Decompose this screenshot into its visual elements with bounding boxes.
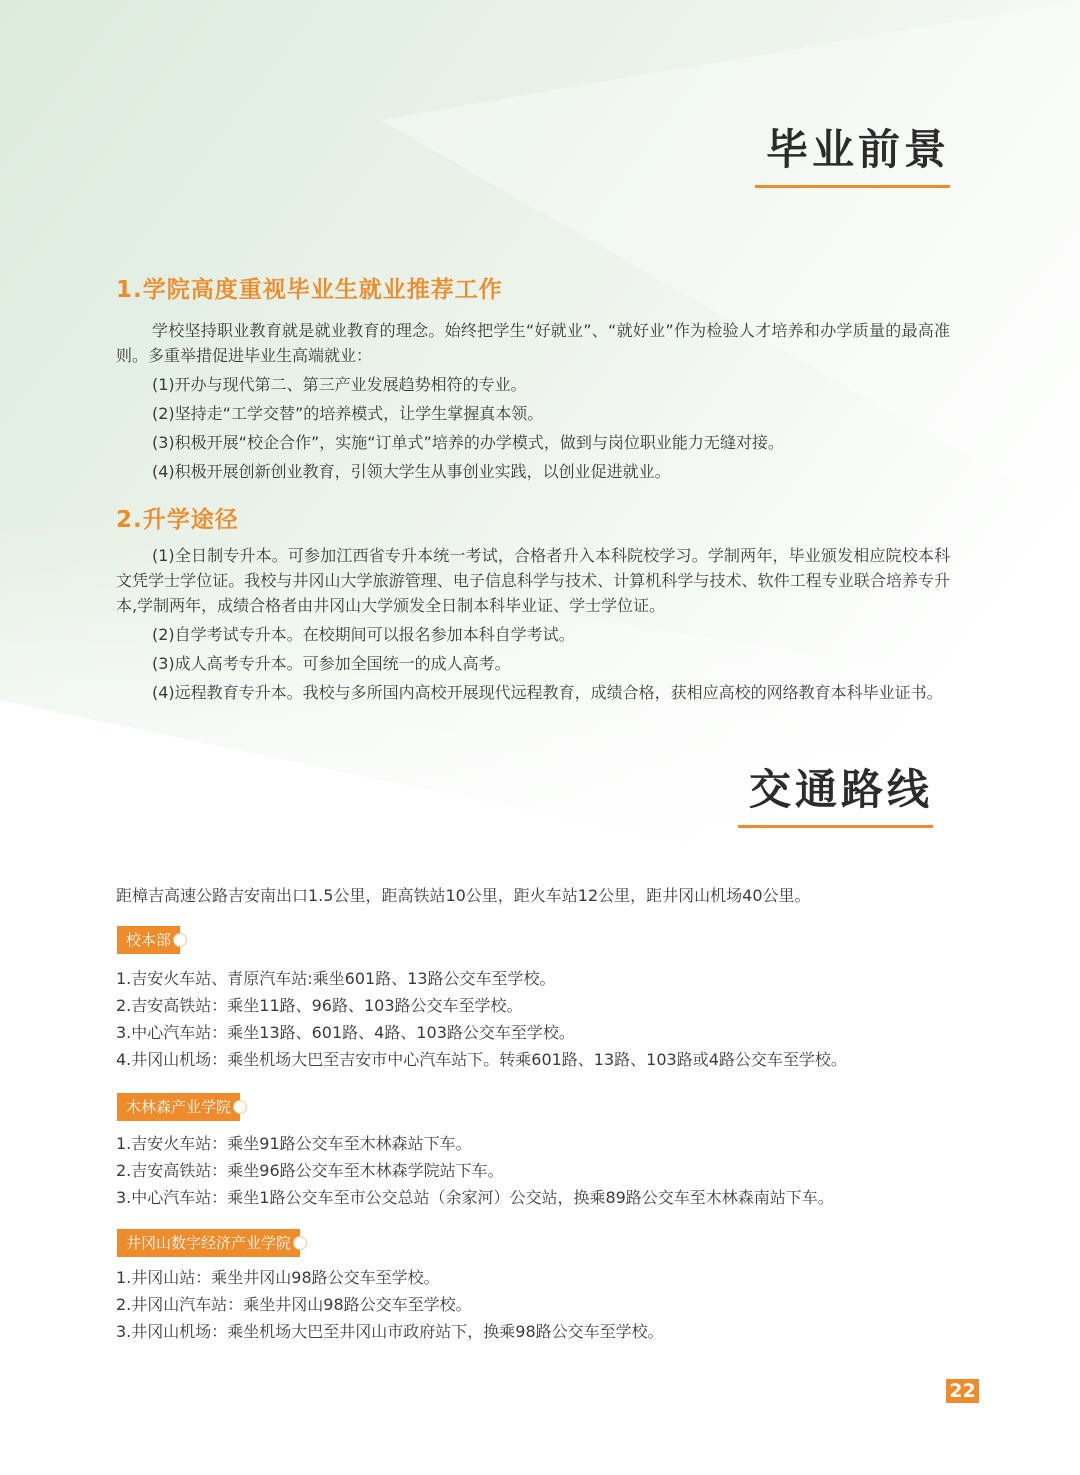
study-path: (3)成人高考专升本。可参加全国统一的成人高考。	[152, 654, 511, 673]
tag-dot-icon	[173, 933, 187, 947]
campus-routes-main	[116, 965, 847, 1073]
route-item: 1.吉安火车站：乘坐91路公交车至木林森站下车。	[116, 1134, 472, 1153]
campus-tag-main	[117, 926, 180, 954]
campus-name: 校本部	[126, 931, 172, 949]
route-item: 3.中心汽车站：乘坐1路公交车至市公交总站（余家河）公交站，换乘89路公交车至木林森南站下车。	[116, 1188, 834, 1207]
employment-item: (1)开办与现代第二、第三产业发展趋势相符的专业。	[152, 375, 527, 394]
study-path: (4)远程教育专升本。我校与多所国内高校开展现代远程教育，成绩合格，获相应高校的网络教育本科毕业证书。	[152, 683, 943, 702]
employment-item: (2)坚持走“工学交替”的培养模式，让学生掌握真本领。	[152, 404, 544, 423]
route-item: 2.吉安高铁站：乘坐11路、96路、103路公交车至学校。	[116, 996, 523, 1015]
campus-routes-mulinsen	[116, 1130, 834, 1211]
employment-item: (4)积极开展创新创业教育，引领大学生从事创业实践，以创业促进就业。	[152, 462, 671, 481]
study-path: (2)自学考试专升本。在校期间可以报名参加本科自学考试。	[152, 625, 575, 644]
route-item: 1.吉安火车站、青原汽车站:乘坐601路、13路公交车至学校。	[116, 969, 556, 988]
employment-heading: 1.学院高度重视毕业生就业推荐工作	[116, 277, 503, 303]
campus-name: 木林森产业学院	[126, 1098, 232, 1116]
graduation-title: 毕业前景	[765, 125, 950, 174]
tag-dot-icon	[293, 1236, 307, 1250]
employment-item: (3)积极开展“校企合作”，实施“订单式”培养的办学模式，做到与岗位职业能力无缝对接。	[152, 433, 784, 452]
campus-routes-jinggangshan	[116, 1264, 664, 1345]
employment-block	[116, 318, 950, 488]
study-path: (1)全日制专升本。可参加江西省专升本统一考试，合格者升入本科院校学习。学制两年，毕业颁发相应院校本科文凭学士学位证。我校与井冈山大学旅游管理、电子信息科学与技术、计算机科学与技术、软件工程专业联合培养专升本,学制两年，成绩合格者由井冈山大学颁发全日制本科毕业证、学士学位证。	[116, 546, 950, 615]
campus-tag-jinggangshan	[117, 1229, 300, 1257]
route-item: 3.井冈山机场：乘坐机场大巴至井冈山市政府站下，换乘98路公交车至学校。	[116, 1322, 664, 1341]
section-title-graduation	[755, 125, 950, 188]
transport-intro: 距樟吉高速公路吉安南出口1.5公里，距高铁站10公里，距火车站12公里，距井冈山机场40公里。	[116, 886, 811, 905]
section-title-transport	[738, 765, 933, 828]
further-study-heading: 2.升学途径	[116, 507, 239, 533]
title-underline	[738, 825, 933, 828]
route-item: 4.井冈山机场：乘坐机场大巴至吉安市中心汽车站下。转乘601路、13路、103路或4路公交车至学校。	[116, 1050, 847, 1069]
route-item: 1.井冈山站：乘坐井冈山98路公交车至学校。	[116, 1268, 440, 1287]
route-item: 3.中心汽车站：乘坐13路、601路、4路、103路公交车至学校。	[116, 1023, 575, 1042]
route-item: 2.吉安高铁站：乘坐96路公交车至木林森学院站下车。	[116, 1161, 504, 1180]
tag-dot-icon	[233, 1100, 247, 1114]
page-number: 22	[946, 1379, 979, 1403]
further-study-block	[116, 543, 950, 709]
transport-title: 交通路线	[748, 765, 933, 814]
title-underline	[755, 185, 950, 188]
campus-tag-mulinsen	[117, 1093, 240, 1121]
route-item: 2.井冈山汽车站：乘坐井冈山98路公交车至学校。	[116, 1295, 472, 1314]
employment-intro: 学校坚持职业教育就是就业教育的理念。始终把学生“好就业”、“就好业”作为检验人才培养和办学质量的最高准则。多重举措促进毕业生高端就业：	[116, 321, 950, 365]
campus-name: 井冈山数字经济产业学院	[126, 1234, 292, 1252]
